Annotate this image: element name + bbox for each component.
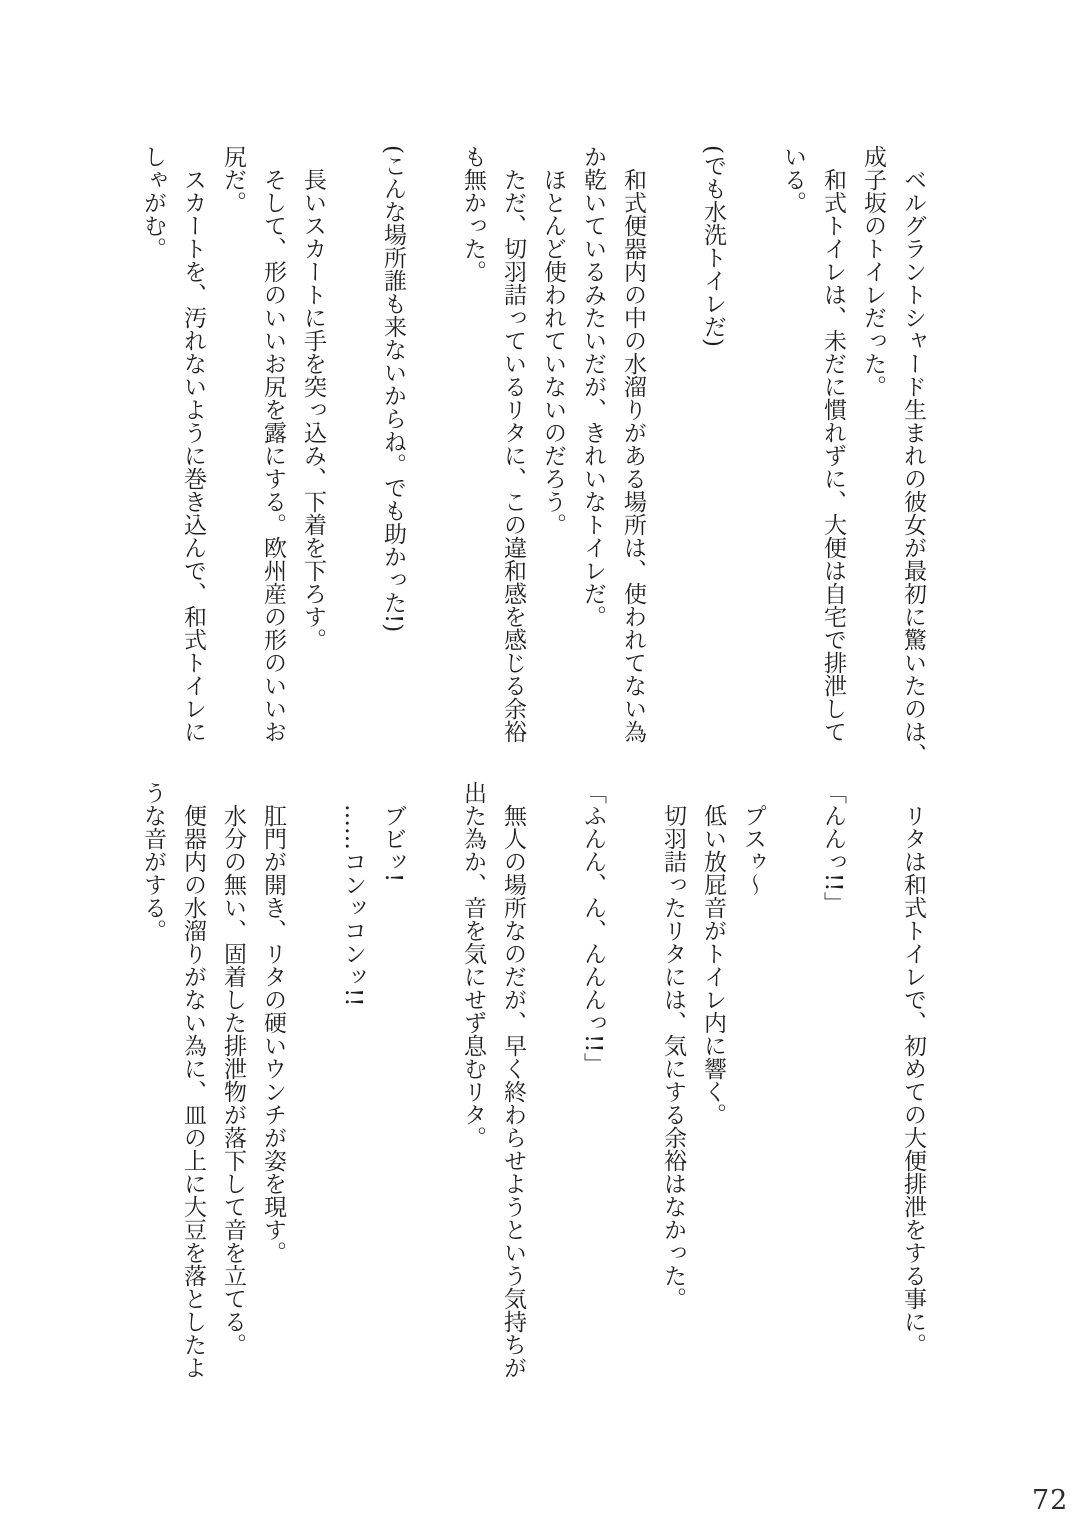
text-line: ほとんど使われていないのだろう。 [540,168,566,536]
text-line: プスゥ〜 [740,804,766,896]
text-line: いる。 [780,145,806,214]
text-line: ただ、切羽詰っているリタに、この違和感を感じる余裕 [500,168,526,743]
text-line: 切羽詰ったリタには、気にする余裕はなかった。 [660,804,686,1310]
text-line: ……コンッコンッ!! [340,804,366,1007]
text-line: 便器内の水溜りがない為に、皿の上に大豆を落としたよ [180,804,206,1379]
text-line: (でも水洗トイレだ) [700,145,726,347]
text-line: 肛門が開き、リタの硬いウンチが姿を現す。 [260,804,286,1264]
text-block-top [133,145,933,766]
text-line: 「ふんん、ん、んんんっ!!」 [580,781,606,1076]
text-line: 和式トイレは、未だに慣れずに、大便は自宅で排泄して [820,168,846,743]
text-line: か乾いているみたいだが、きれいなトイレだ。 [580,145,606,628]
text-line: (こんな場所誰も来ないからね。でも助かった!) [380,145,406,633]
text-line: リタは和式トイレで、初めての大便排泄をする事に。 [900,804,926,1356]
text-line: も無かった。 [460,145,486,283]
text-line: スカートを、汚れないように巻き込んで、和式トイレに [180,168,206,743]
text-line: 出た為か、音を気にせず息むリタ。 [460,781,486,1149]
text-line: 無人の場所なのだが、早く終わらせようという気持ちが [500,804,526,1379]
text-line: うな音がする。 [140,781,166,942]
page-number: 72 [1032,1485,1069,1516]
text-line: 和式便器内の中の水溜りがある場所は、使われてない為 [620,168,646,743]
text-line: そして、形のいいお尻を露にする。欧州産の形のいいお [260,168,286,743]
text-line: 尻だ。 [220,145,246,214]
text-line: 長いスカートに手を突っ込み、下着を下ろす。 [300,168,326,651]
text-line: しゃがむ。 [140,145,166,260]
text-line: 成子坂のトイレだった。 [860,145,886,398]
text-block-bottom [133,781,933,1383]
text-line: ベルグラントシャード生まれの彼女が最初に驚いたのは、 [900,168,926,766]
text-line: ブビッ! [380,804,406,883]
text-line: 水分の無い、固着した排泄物が落下して音を立てる。 [220,804,246,1356]
text-line: 低い放屁音がトイレ内に響く。 [700,804,726,1126]
text-line: 「んんっ!!」 [820,781,846,915]
